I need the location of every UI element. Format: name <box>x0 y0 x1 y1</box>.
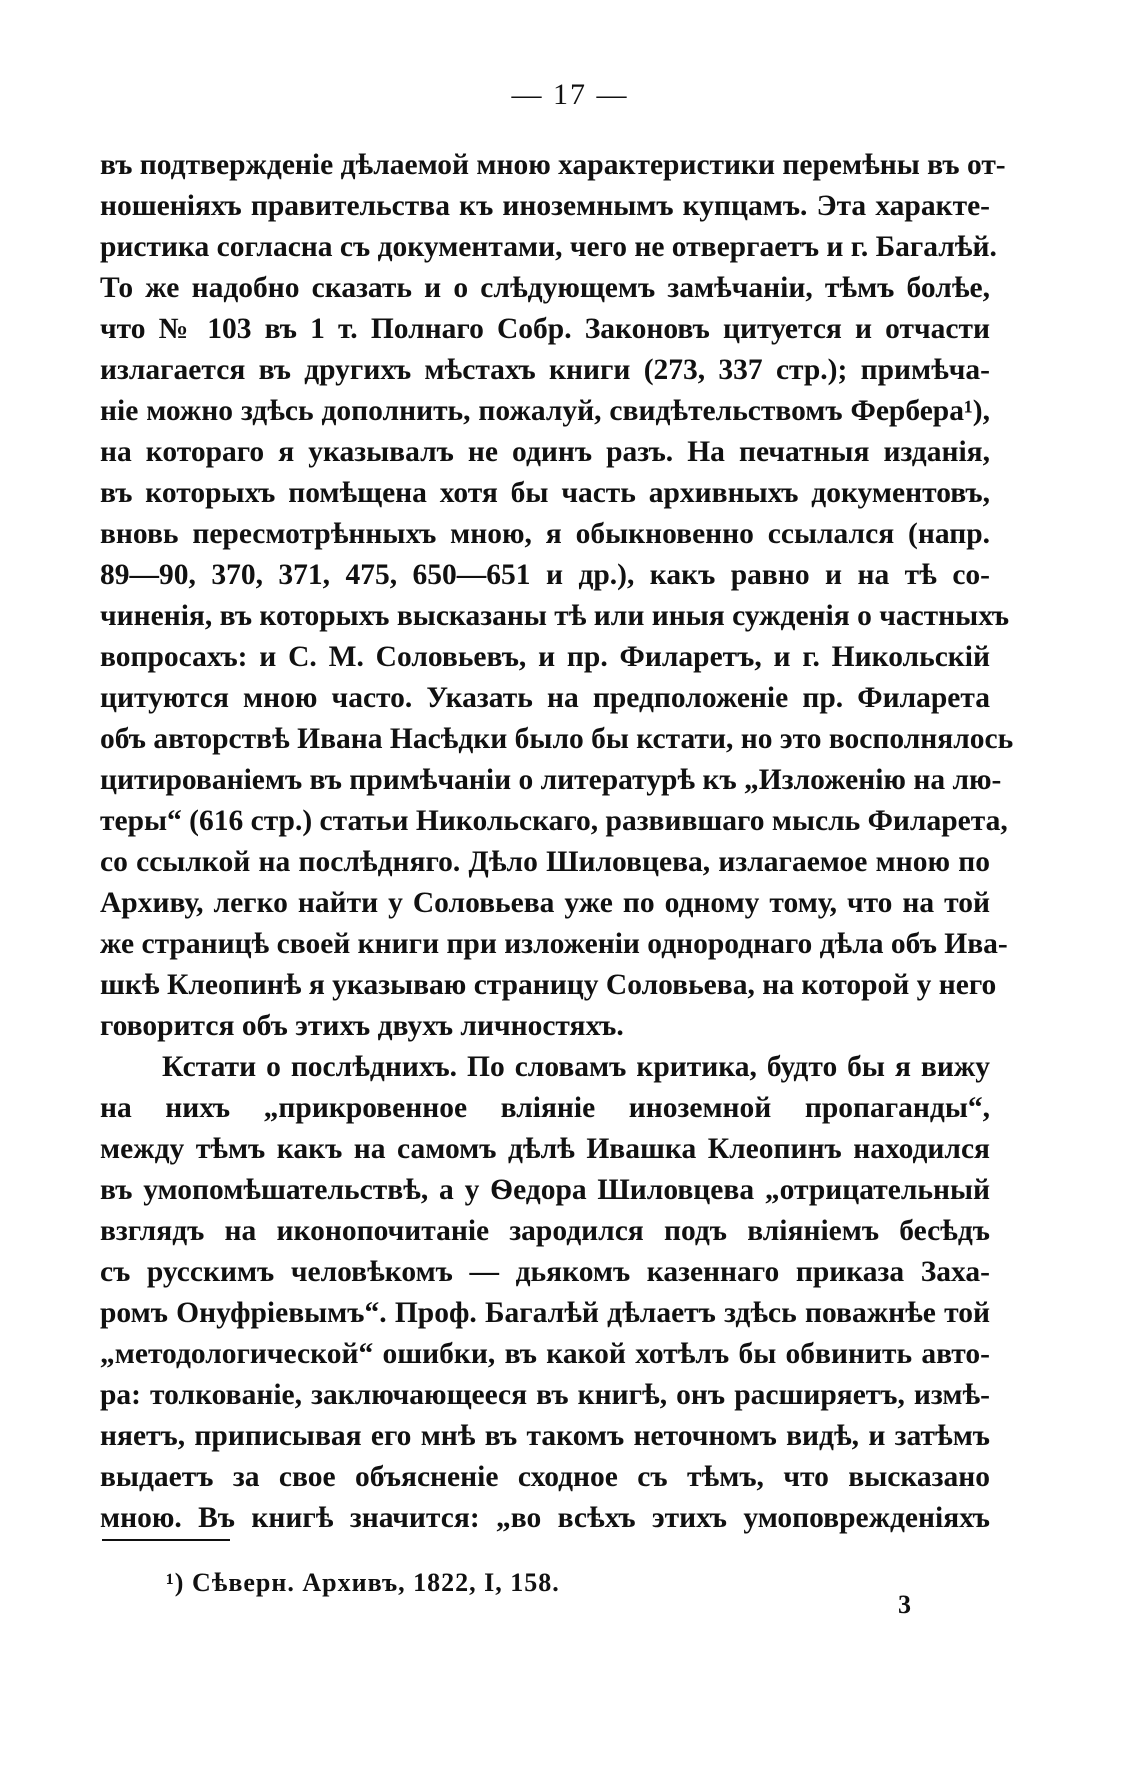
footnote: ¹) Сѣверн. Архивъ, 1822, I, 158. <box>166 1568 560 1597</box>
page-number: — 17 — <box>511 78 629 111</box>
text-line: говорится объ этихъ двухъ личностяхъ. <box>100 1010 624 1042</box>
text-line: между тѣмъ какъ на самомъ дѣлѣ Ивашка Клеопинъ находился <box>100 1133 990 1165</box>
text-line: ніе можно здѣсь дополнить, пожалуй, свидѣтельствомъ Фербера¹), <box>100 395 990 427</box>
signature-mark: 3 <box>898 1590 911 1619</box>
text-line: шкѣ Клеопинѣ я указываю страницу Соловьева, на которой у него <box>100 969 997 1001</box>
text-line: вопросахъ: и С. М. Соловьевъ, и пр. Филаретъ, и г. Никольскій <box>100 641 990 673</box>
text-line: цитированіемъ въ примѣчаніи о литературѣ къ „Изложенію на лю- <box>100 764 1002 796</box>
text-line: чиненія, въ которыхъ высказаны тѣ или иныя сужденія о частныхъ <box>100 600 1010 632</box>
text-line: объ авторствѣ Ивана Насѣдки было бы кстати, но это восполнялось <box>100 723 1014 755</box>
text-line: же страницѣ своей книги при изложеніи однороднаго дѣла объ Ива- <box>100 928 1008 960</box>
text-line: „методологической“ ошибки, въ какой хотѣлъ бы обвинить авто- <box>100 1338 990 1370</box>
text-line: въ умопомѣшательствѣ, а у Ѳедора Шиловцева „отрицательный <box>100 1174 990 1206</box>
text-line: ристика согласна съ документами, чего не отвергаетъ и г. Багалѣй. <box>100 231 997 263</box>
text-line: взглядъ на иконопочитаніе зародился подъ вліяніемъ бесѣдъ <box>100 1215 990 1247</box>
text-line: въ подтвержденіе дѣлаемой мною характеристики перемѣны въ от- <box>100 149 1006 181</box>
text-line: что № 103 въ 1 т. Полнаго Собр. Законовъ цитуется и отчасти <box>100 313 990 345</box>
text-line: со ссылкой на послѣдняго. Дѣло Шиловцева, излагаемое мною по <box>100 846 990 878</box>
text-line: вновь пересмотрѣнныхъ мною, я обыкновенно ссылался (напр. <box>100 518 990 550</box>
text-line: ношеніяхъ правительства къ иноземнымъ купцамъ. Эта характе- <box>100 190 990 222</box>
text-line: Архиву, легко найти у Соловьева уже по одному тому, что на той <box>100 887 990 919</box>
text-line: ромъ Онуфріевымъ“. Проф. Багалѣй дѣлаетъ здѣсь поважнѣе той <box>100 1297 990 1329</box>
body-text <box>100 145 1014 1539</box>
text-line: на нихъ „прикровенное вліяніе иноземной пропаганды“, <box>100 1092 990 1124</box>
text-line: теры“ (616 стр.) статьи Никольскаго, развившаго мысль Филарета, <box>100 805 1008 837</box>
text-line: Кстати о послѣднихъ. По словамъ критика, будто бы я вижу <box>162 1051 990 1083</box>
text-line: въ которыхъ помѣщена хотя бы часть архивныхъ документовъ, <box>100 477 990 509</box>
footnote-divider <box>102 1539 230 1541</box>
text-line: ра: толкованіе, заключающееся въ книгѣ, онъ расширяетъ, измѣ- <box>100 1379 990 1411</box>
text-line: няетъ, приписывая его мнѣ въ такомъ неточномъ видѣ, и затѣмъ <box>100 1420 990 1452</box>
text-line: на котораго я указывалъ не одинъ разъ. На печатныя изданія, <box>100 436 990 468</box>
text-line: излагается въ другихъ мѣстахъ книги (273, 337 стр.); примѣча- <box>100 354 990 386</box>
text-line: 89—90, 370, 371, 475, 650—651 и др.), какъ равно и на тѣ со- <box>100 559 990 591</box>
text-line: съ русскимъ человѣкомъ — дьякомъ казеннаго приказа Заха- <box>100 1256 990 1288</box>
text-line: выдаетъ за свое объясненіе сходное съ тѣмъ, что высказано <box>100 1461 990 1493</box>
text-line: цитуются мною часто. Указать на предположеніе пр. Филарета <box>100 682 990 714</box>
text-line: мною. Въ книгѣ значится: „во всѣхъ этихъ умоповрежденіяхъ <box>100 1502 990 1534</box>
text-line: То же надобно сказать и о слѣдующемъ замѣчаніи, тѣмъ болѣе, <box>100 272 990 304</box>
